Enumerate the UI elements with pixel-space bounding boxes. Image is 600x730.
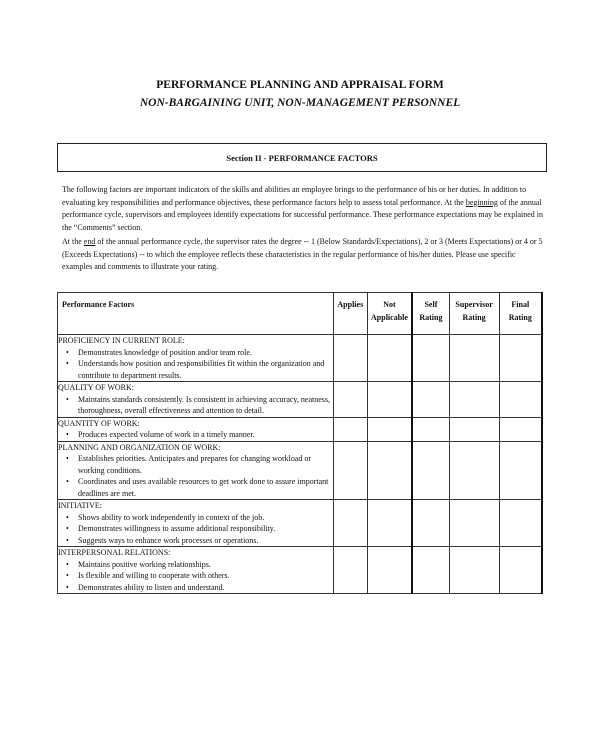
form-subtitle: NON-BARGAINING UNIT, NON-MANAGEMENT PERSONNEL [139,97,461,109]
intro-p1-text-b: of the annual performance cycle, supervisors and employees identify expectations for successful performance. These performance expectations may be explained in the “Comments” section. [62,197,543,232]
applies-cell[interactable] [333,547,367,594]
list-item: • Demonstrates knowledge of position and/or team role. [78,347,333,359]
header-supervisor-rating: Supervisor Rating [449,293,499,335]
self-rating-cell[interactable] [412,417,449,441]
table-row [58,382,543,418]
table-row [58,335,543,382]
factor-initiative [58,500,334,547]
applies-cell[interactable] [333,335,367,382]
applies-cell[interactable] [333,441,367,500]
list-item: • Coordinates and uses available resources to get work done to assure important deadlines are met. [78,476,333,499]
final-rating-cell[interactable] [499,335,542,382]
table-row [58,547,543,594]
section-heading-box [57,143,547,172]
supervisor-rating-cell[interactable] [449,417,499,441]
list-item: • Understands how position and responsibilities fit within the organization and contribute to department results. [78,358,333,381]
supervisor-rating-cell[interactable] [449,441,499,500]
applies-cell[interactable] [333,417,367,441]
list-item: • Produces expected volume of work in a timely manner. [78,429,333,441]
list-item: • Maintains positive working relationships. [78,559,333,571]
factor-proficiency [58,335,334,382]
self-rating-cell[interactable] [412,500,449,547]
intro-paragraph-2 [62,236,546,274]
list-item: • Demonstrates ability to listen and understand. [78,582,333,594]
list-item: • Demonstrates willingness to assume additional responsibility. [78,523,333,535]
factor-quantity [58,417,334,441]
table-row [58,441,543,500]
self-rating-cell[interactable] [412,335,449,382]
final-rating-cell[interactable] [499,547,542,594]
list-item: • Maintains standards consistently. Is consistent in achieving accuracy, neatness, thoroughness, overall effectiveness and attention to detail. [78,394,333,417]
header-applies: Applies [333,293,367,335]
intro-p1-underlined: beginning [465,197,498,207]
intro-p2-text-b: of the annual performance cycle, the supervisor rates the degree -- 1 (Below Standards/Expectations), 2 or 3 (Meets Expectations) or 4 or 5 (Exceeds Expectations) -- to which the employee reflects these characteristics in the regular performance of his/her duties. Please use specific examples and comments to illustrate your rating. [62,237,543,271]
header-not-applicable: Not Applicable [367,293,412,335]
factor-interpersonal [58,547,334,594]
not-applicable-cell[interactable] [367,335,412,382]
applies-cell[interactable] [333,382,367,418]
section-title: Section II - PERFORMANCE FACTORS [226,152,378,163]
intro-p2-underlined: end [83,237,96,246]
factor-planning [58,441,334,500]
not-applicable-cell[interactable] [367,382,412,418]
supervisor-rating-cell[interactable] [449,382,499,418]
final-rating-cell[interactable] [499,500,542,547]
final-rating-cell[interactable] [499,382,542,418]
intro-paragraph-1 [62,184,546,234]
list-item: • Suggests ways to enhance work processes or operations. [78,535,333,547]
factor-name: INTERPERSONAL RELATIONS: [58,548,171,557]
intro-p2-text-a: At the [62,237,84,246]
list-item: • Shows ability to work independently in context of the job. [78,512,333,524]
factor-quality [58,382,334,418]
list-item: • Is flexible and willing to cooperate with others. [78,570,333,582]
supervisor-rating-cell[interactable] [449,547,499,594]
final-rating-cell[interactable] [499,441,542,500]
factor-name: QUANTITY OF WORK: [58,418,140,428]
table-header-row [58,293,543,335]
not-applicable-cell[interactable] [367,547,412,594]
header-self-rating: Self Rating [412,293,449,335]
not-applicable-cell[interactable] [367,417,412,441]
performance-factors-table [57,292,543,594]
factor-name: QUALITY OF WORK: [58,383,134,392]
self-rating-cell[interactable] [412,382,449,418]
factor-name: INITIATIVE: [58,501,102,510]
header-final-rating: Final Rating [499,293,542,335]
table-row [58,500,543,547]
self-rating-cell[interactable] [412,547,449,594]
factor-name: PROFICIENCY IN CURRENT ROLE: [58,336,185,345]
table-row [58,417,543,441]
supervisor-rating-cell[interactable] [449,335,499,382]
not-applicable-cell[interactable] [367,500,412,547]
final-rating-cell[interactable] [499,417,542,441]
not-applicable-cell[interactable] [367,441,412,500]
supervisor-rating-cell[interactable] [449,500,499,547]
list-item: • Establishes priorities. Anticipates and prepares for changing workload or working conditions. [78,453,333,476]
factor-name: PLANNING AND ORGANIZATION OF WORK: [58,442,221,452]
header-performance-factors: Performance Factors [58,293,334,335]
applies-cell[interactable] [333,500,367,547]
intro-p1-text-a: The following factors are important indicators of the skills and abilities an employee brings to the performance of his or her duties. In addition to evaluating key responsibilities and performance objectives, these performance factors help to assess total performance. At the [62,185,527,207]
self-rating-cell[interactable] [412,441,449,500]
form-title: PERFORMANCE PLANNING AND APPRAISAL FORM [156,79,444,91]
